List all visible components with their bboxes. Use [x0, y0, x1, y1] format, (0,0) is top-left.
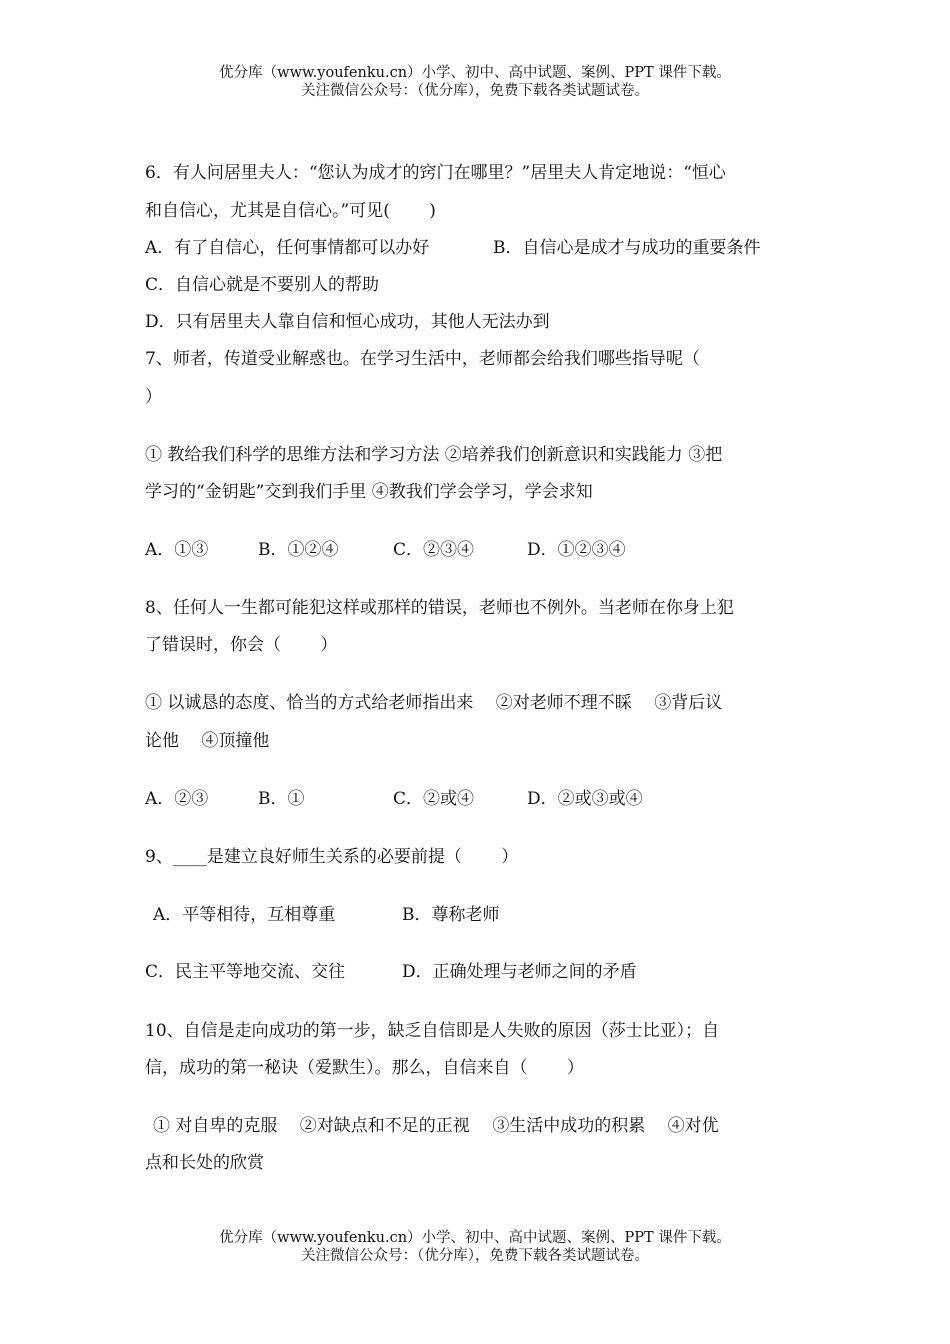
q10-items-line-2: 点和长处的欣赏	[145, 1153, 264, 1173]
q7-option-b: B．①②④	[258, 540, 339, 560]
q7-items-line-1: ① 教给我们科学的思维方法和学习方法 ②培养我们创新意识和实践能力 ③把	[145, 445, 723, 465]
q8-items-line-1: ① 以诚恳的态度、恰当的方式给老师指出来 ②对老师不理不睬 ③背后议	[145, 693, 723, 713]
q6-option-c: C．自信心就是不要别人的帮助	[145, 275, 380, 295]
footer-line-2: 关注微信公众号：（优分库），免费下载各类试题试卷。	[301, 1248, 649, 1264]
q6-option-d: D．只有居里夫人靠自信和恒心成功，其他人无法办到	[145, 312, 550, 332]
q8-stem-line-2: 了错误时，你会（ ）	[145, 635, 338, 655]
q7-option-a: A．①③	[145, 540, 209, 560]
q8-option-b: B．①	[258, 789, 305, 809]
q9-option-a: A．平等相待，互相尊重	[153, 905, 336, 925]
q7-option-d: D．①②③④	[527, 540, 626, 560]
q10-items-line-1: ① 对自卑的克服 ②对缺点和不足的正视 ③生活中成功的积累 ④对优	[153, 1116, 719, 1136]
q8-option-d: D．②或③或④	[527, 789, 643, 809]
q6-stem-line-1: 6．有人问居里夫人：“您认为成才的窍门在哪里？”居里夫人肯定地说：“恒心	[145, 163, 726, 183]
q7-option-c: C．②③④	[393, 540, 475, 560]
header-line-2: 关注微信公众号：（优分库），免费下载各类试题试卷。	[301, 83, 649, 99]
q8-stem-line-1: 8、任何人一生都可能犯这样或那样的错误，老师也不例外。当老师在你身上犯	[145, 598, 734, 618]
q6-stem-line-2: 和自信心，尤其是自信心。”可见( )	[145, 201, 436, 221]
q7-stem-line-1: 7、师者，传道受业解惑也。在学习生活中，老师都会给我们哪些指导呢（	[145, 349, 700, 369]
header-line-1: 优分库（www.youfenku.cn）小学、初中、高中试题、案例、PPT 课件下载。	[219, 65, 731, 81]
q6-option-b: B．自信心是成才与成功的重要条件	[493, 238, 761, 258]
q7-items-line-2: 学习的“金钥匙”交到我们手里 ④教我们学会学习，学会求知	[145, 482, 593, 502]
q8-option-a: A．②③	[145, 789, 209, 809]
q6-option-a: A．有了自信心，任何事情都可以办好	[145, 238, 430, 258]
q9-option-b: B．尊称老师	[402, 905, 500, 925]
q9-option-d: D．正确处理与老师之间的矛盾	[402, 962, 637, 982]
q8-items-line-2: 论他 ④顶撞他	[145, 731, 270, 751]
footer-line-1: 优分库（www.youfenku.cn）小学、初中、高中试题、案例、PPT 课件下载。	[219, 1230, 731, 1246]
q9-option-c: C．民主平等地交流、交往	[145, 962, 346, 982]
q10-stem-line-1: 10、自信是走向成功的第一步，缺乏自信即是人失败的原因（莎士比亚）；自	[145, 1021, 720, 1041]
q9-stem: 9、____是建立良好师生关系的必要前提（ ）	[145, 847, 519, 867]
q8-option-c: C．②或④	[393, 789, 475, 809]
q10-stem-line-2: 信，成功的第一秘诀（爱默生）。那么，自信来自（ ）	[145, 1058, 584, 1078]
q7-stem-line-2: ）	[145, 387, 162, 407]
